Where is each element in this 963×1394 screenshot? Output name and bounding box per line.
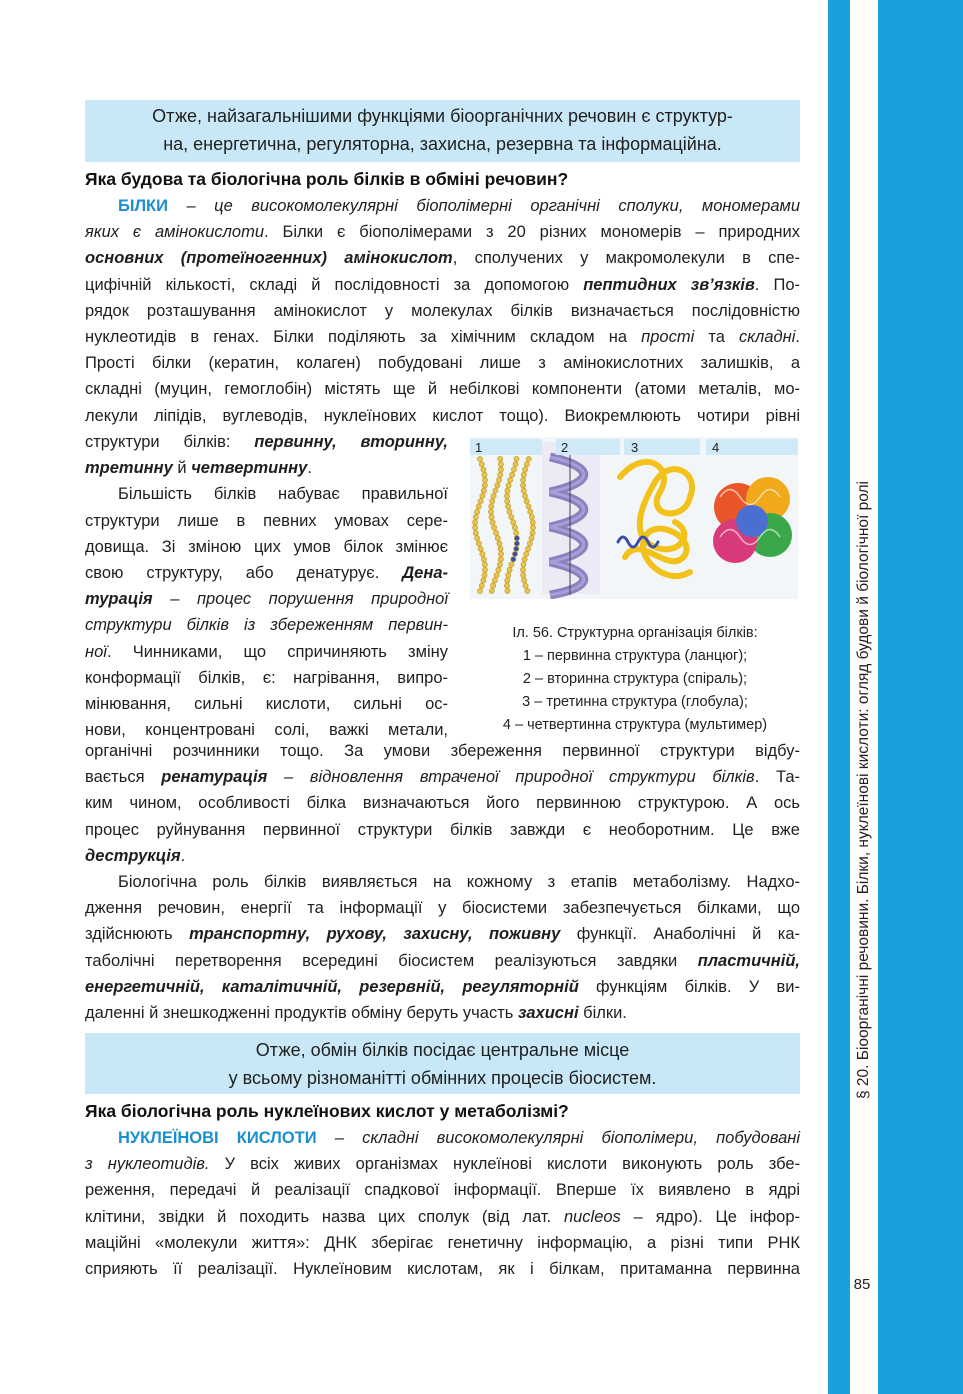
amino-acid-bead xyxy=(492,525,497,530)
amino-acid-bead xyxy=(524,551,529,556)
figure-caption xyxy=(470,622,800,737)
amino-acid-bead xyxy=(530,530,535,535)
amino-acid-bead xyxy=(482,472,487,477)
amino-acid-bead xyxy=(508,478,513,483)
amino-acid-bead xyxy=(512,551,517,556)
heading-nucleic-acids: Яка біологічна роль нуклеїнових кислот у метаболізмі? xyxy=(85,1101,569,1121)
caption-line: 2 – вторинна структура (спіраль); xyxy=(522,671,748,687)
panel-label-1: 1 xyxy=(475,440,483,455)
summary-line: Отже, найзагальнішими функціями біоорганічних речовин є структур- xyxy=(152,106,733,126)
amino-acid-bead xyxy=(494,573,499,578)
amino-acid-bead xyxy=(509,515,514,520)
amino-acid-bead xyxy=(489,588,494,593)
amino-acid-bead xyxy=(527,541,532,546)
amino-acid-bead xyxy=(498,472,503,477)
amino-acid-bead xyxy=(526,546,531,551)
amino-acid-bead xyxy=(514,456,519,461)
amino-acid-bead xyxy=(521,472,526,477)
amino-acid-bead xyxy=(526,504,531,509)
biological-role-paragraph: Біологічна роль білків виявляється на кожному з етапів метаболізму. Надхо- дження речовин, енергії та інформації у біосистеми забезпечується білками, що здійснюють транспортну, рухову, захисну, поживну функції. Анаболічні й ка- таболічні перетворення всередині біосистем реалізуються завдяки пластичній, енергетичній, каталітичній, резервній, регуляторній функціям білків. У ви- даленні й знешкодженні продуктів обміну беруть участь захисні білки. xyxy=(85,873,800,1023)
proteins-paragraph: БІЛКИ – це високомолекулярні біополімерні органічні сполуки, мономерами яких є амінокислоти. Білки є біополімерами з 20 різних мономерів – природних основних (протеїногенних) амінокислот, сполучених у макромолекули в спе- цифічній кількості, складі й послідовності за допомогою пептидних зв’язків. По- рядок розташування амінокислот у молекулах білків визначається послідовністю нуклеотидів в генах. Білки поділяють за хімічним складом на прості та складні. Прості білки (кератин, колаген) побудовані лише з амінокислотних залишків, а складні (муцин, гемоглобін) містять ще й небілкові компоненти (атоми металів, мо- лекули ліпідів, вуглеводів, нуклеїнових кислот тощо). Виокремлюють чотири рівні xyxy=(85,197,801,425)
amino-acid-bead xyxy=(514,536,519,541)
amino-acid-bead xyxy=(520,567,525,572)
amino-acid-bead xyxy=(479,583,484,588)
amino-acid-bead xyxy=(514,541,519,546)
panel-label-3: 3 xyxy=(631,440,639,455)
amino-acid-bead xyxy=(525,588,530,593)
amino-acid-bead xyxy=(513,462,518,467)
summary-line: Отже, обмін білків посідає центральне місце xyxy=(255,1040,630,1060)
running-title-text: § 20. Біоорганічні речовини. Білки, нуклеїнові кислоти: огляд будови й біологічної ролі xyxy=(855,480,872,1100)
quaternary-structure-multimer xyxy=(713,477,792,563)
amino-acid-bead xyxy=(473,530,478,535)
amino-acid-bead xyxy=(488,509,493,514)
amino-acid-bead xyxy=(526,456,531,461)
caption-line: 1 – первинна структура (ланцюг); xyxy=(522,648,748,664)
amino-acid-bead xyxy=(493,530,498,535)
amino-acid-bead xyxy=(506,504,511,509)
amino-acid-bead xyxy=(482,478,487,483)
amino-acid-bead xyxy=(476,504,481,509)
amino-acid-bead xyxy=(506,573,511,578)
amino-acid-bead xyxy=(528,509,533,514)
amino-acid-bead xyxy=(523,467,528,472)
primary-structure-chain xyxy=(473,456,536,593)
amino-acid-bead xyxy=(475,536,480,541)
amino-acid-bead xyxy=(512,525,517,530)
amino-acid-bead xyxy=(521,488,526,493)
protein-structures-illustration xyxy=(470,437,798,599)
amino-acid-bead xyxy=(505,499,510,504)
caption-title: Іл. 56. Структурна організація білків: xyxy=(512,625,758,641)
amino-acid-bead xyxy=(481,557,486,562)
amino-acid-bead xyxy=(529,536,534,541)
amino-acid-bead xyxy=(482,483,487,488)
amino-acid-bead xyxy=(514,530,519,535)
summary-line: у всьому різноманітті обмінних процесів біосистем. xyxy=(228,1068,657,1088)
amino-acid-bead xyxy=(521,562,526,567)
amino-acid-bead xyxy=(509,562,514,567)
amino-acid-bead xyxy=(480,493,485,498)
amino-acid-bead xyxy=(504,493,509,498)
amino-acid-bead xyxy=(478,499,483,504)
amino-acid-bead xyxy=(522,578,527,583)
amino-acid-bead xyxy=(507,567,512,572)
amino-acid-bead xyxy=(496,478,501,483)
summary-box-functions xyxy=(85,100,800,162)
caption-line: 4 – четвертинна структура (мультимер) xyxy=(502,717,768,733)
amino-acid-bead xyxy=(498,456,503,461)
amino-acid-bead xyxy=(505,578,510,583)
amino-acid-bead xyxy=(498,467,503,472)
sidebar-stripe xyxy=(828,0,850,1394)
amino-acid-bead xyxy=(522,493,527,498)
amino-acid-bead xyxy=(490,520,495,525)
amino-acid-bead xyxy=(498,546,503,551)
amino-acid-bead xyxy=(489,504,494,509)
amino-acid-bead xyxy=(511,520,516,525)
amino-acid-bead xyxy=(475,509,480,514)
running-title xyxy=(852,440,876,1140)
amino-acid-bead xyxy=(482,573,487,578)
summary-line: на, енергетична, регуляторна, захисна, резервна та інформаційна. xyxy=(163,134,722,154)
amino-acid-bead xyxy=(498,557,503,562)
summary-box-protein-metabolism xyxy=(85,1033,800,1094)
amino-acid-bead xyxy=(522,557,527,562)
sidebar-band xyxy=(878,0,963,1394)
amino-acid-bead xyxy=(473,525,478,530)
tertiary-structure-globule xyxy=(618,462,692,576)
amino-acid-bead xyxy=(495,536,500,541)
amino-acid-bead xyxy=(498,551,503,556)
amino-acid-bead xyxy=(481,488,486,493)
amino-acid-bead xyxy=(505,588,510,593)
levels-and-denaturation: структури білків: первинну, вторинну, третинну й четвертинну. Більшість білків набуває правильної структури лише в певних умовах сере- довища. Зі зміною цих умов білок змінює свою структуру, або денатурує. Дена- турація – процес порушення природної структури білків із збереженням первин- ної. Чинниками, що спричиняють зміну конформації білків, є: нагрівання, випро- мінювання, сильні кислоти, сильні ос- нови, концентровані солі, важкі метали, xyxy=(85,433,448,740)
amino-acid-bead xyxy=(521,573,526,578)
nucleic-acids-paragraph: НУКЛЕЇНОВІ КИСЛОТИ – складні високомолекулярні біополімери, побудовані з нуклеотидів. У всіх живих організмах нуклеїнові кислоти виконують роль збе- реження, передачі й реалізації спадкової інформації. Вперше їх виявлено в ядрі клітини, звідки й походить назва цих сполук (від лат. nucleos – ядро). Це інфор- маційні «молекули життя»: ДНК зберігає генетичну інформацію, а різні типи РНК сприяють її реалізації. Нуклеїновим кислотам, як і білкам, притаманна первинна xyxy=(85,1129,801,1279)
amino-acid-bead xyxy=(480,551,485,556)
amino-acid-bead xyxy=(504,583,509,588)
amino-acid-bead xyxy=(478,546,483,551)
amino-acid-bead xyxy=(490,499,495,504)
amino-acid-bead xyxy=(510,472,515,477)
amino-acid-bead xyxy=(511,467,516,472)
term-proteins: БІЛКИ xyxy=(118,197,168,215)
amino-acid-bead xyxy=(498,462,503,467)
amino-acid-bead xyxy=(473,515,478,520)
amino-acid-bead xyxy=(473,520,478,525)
amino-acid-bead xyxy=(477,456,482,461)
protein-structure-figure xyxy=(470,437,798,599)
term-nucleic-acids: НУКЛЕЇНОВІ КИСЛОТИ xyxy=(118,1129,317,1147)
secondary-structure-helix xyxy=(542,442,600,595)
amino-acid-bead xyxy=(482,567,487,572)
panel-label-2: 2 xyxy=(561,440,569,455)
amino-acid-bead xyxy=(505,488,510,493)
amino-acid-bead xyxy=(481,467,486,472)
page-number: 85 xyxy=(853,1276,871,1293)
amino-acid-bead xyxy=(497,541,502,546)
amino-acid-bead xyxy=(481,578,486,583)
amino-acid-bead xyxy=(489,515,494,520)
amino-acid-bead xyxy=(521,483,526,488)
amino-acid-bead xyxy=(479,462,484,467)
amino-acid-bead xyxy=(493,488,498,493)
amino-acid-bead xyxy=(497,562,502,567)
amino-acid-bead xyxy=(524,499,529,504)
caption-line: 3 – третинна структура (глобула); xyxy=(522,694,748,710)
amino-acid-bead xyxy=(506,483,511,488)
amino-acid-bead xyxy=(514,546,519,551)
amino-acid-bead xyxy=(482,562,487,567)
amino-acid-bead xyxy=(511,557,516,562)
amino-acid-bead xyxy=(496,567,501,572)
amino-acid-bead xyxy=(491,583,496,588)
amino-acid-bead xyxy=(476,541,481,546)
amino-acid-bead xyxy=(495,483,500,488)
renaturation-paragraph: органічні розчинники тощо. За умови збереження первинної структури відбу- вається ренатурація – відновлення втраченої природної структури білків. Та- ким чином, особливості білка визначаються його первинною структурою. А ось процес руйнування первинної структури білків завжди є необоротним. Це вже деструкція. xyxy=(85,742,801,865)
amino-acid-bead xyxy=(477,588,482,593)
amino-acid-bead xyxy=(524,462,529,467)
amino-acid-bead xyxy=(492,578,497,583)
amino-acid-bead xyxy=(523,583,528,588)
amino-acid-bead xyxy=(530,525,535,530)
amino-acid-bead xyxy=(507,509,512,514)
amino-acid-bead xyxy=(530,520,535,525)
amino-acid-bead xyxy=(491,493,496,498)
amino-acid-bead xyxy=(529,515,534,520)
panel-label-4: 4 xyxy=(712,440,720,455)
heading-proteins: Яка будова та біологічна роль білків в обміні речовин? xyxy=(85,169,569,189)
panel-labels xyxy=(470,439,798,455)
amino-acid-bead xyxy=(521,478,526,483)
